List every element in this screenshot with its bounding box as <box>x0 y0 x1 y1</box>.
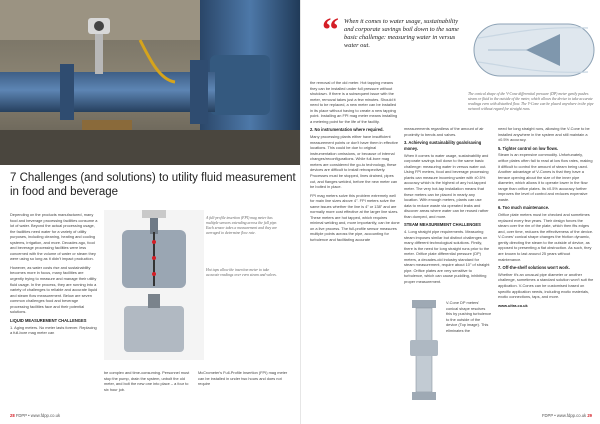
hot-tap-caption: Hot taps allow the insertion meter to take accurate readings over even steam and valves. <box>206 268 277 278</box>
right-column-2 <box>404 126 490 294</box>
aging-meters-paragraph: 1. Aging meters. No meter lasts forever. Replacing a full-bore mag meter can <box>10 324 97 336</box>
footer-text-right: FDPP • www.fdpp.co.uk <box>541 413 587 418</box>
v-cone-paragraph: V-Cone DP meters' conical shape resolves this by pushing turbulence to the outside of the device (Top image). This eliminates the <box>446 300 492 333</box>
low-flow-paragraph: Steam is an expensive commodity. Unfortunately, orifice plates often fail to read at low flow rates, making it difficult to control the amount of steam being used. Another advantage of V-Cones is that they have a terrace opening about the size of the inner pipe diameter, which allows it to operate lower in the flow range than orifice plates. Its ±0.5% accuracy further improves the level of control and reduces expensive waste. <box>498 152 593 202</box>
left-column-1 <box>10 212 98 412</box>
quote-mark-icon: “ <box>322 12 339 49</box>
liquid-challenges-heading: LIQUID MEASUREMENT CHALLENGES <box>10 317 87 323</box>
measurements-paragraph: measurements regardless of the amount of air proximity to bends and valves. <box>404 126 484 137</box>
v-cone-meter-image <box>404 300 444 400</box>
article-title: 7 Challenges (and solutions) to utility fluid measurement in food and beverage <box>10 172 296 198</box>
left-column-3 <box>198 370 290 414</box>
straight-runs-paragraph: need for long straight runs, allowing the V-Cone to be installed anywhere in the system and still maintain a ±0.5% accuracy. <box>498 126 590 143</box>
low-flow-heading: 5. Tighter control on low flows. <box>498 145 559 151</box>
challenges-paragraph: However, as water costs rise and sustainability becomes more in focus, many facilities are urgently trying to measure and manage their utility fluid usage. In the process, they are running into a variety of challenges to reliable and accurate liquid and steam flow measurement. Below are seven common challenges food and beverage processing facilities face and their potential solutions. <box>10 264 98 315</box>
instrumentation-heading: 2. No instrumentation where required. <box>310 127 384 133</box>
maintenance-heading: 6. Too much maintenance. <box>498 205 550 211</box>
maintenance-paragraph: Orifice plate meters must be checked and sometimes replaced every few years. Their design forces the steam over the rim of the plate, which then fits edges and, over time, reduces the effectiveness of the device. V-Cones' conical shape changes the friction dynamic, gently directing the steam to the outside of device, as opposed to presenting a flat obstruction. As such, they are known to last around 25 years without maintenance. <box>498 212 594 262</box>
off-the-shelf-paragraph: Whether it's an unusual pipe diameter or another challenge, sometimes a standard solution won't suit the application. V-Cones can be customised based on specific application needs, including exotic materials, exotic connections, taps, and more. <box>498 271 594 300</box>
fpi-meter-illustration <box>104 210 204 360</box>
hot-tap-paragraph: the removal of the old meter. Hot tapping means they can be installed under full pressure without shutdown. If there is a subsequent issue with the meter, removal takes just a few minutes. Should it need to be replaced, a new meter can be installed in its place without having to create a new tapping point. Installing an FPI mag meter means installing a metering point for the life of the facility. <box>310 80 398 124</box>
sustainability-heading: 3. Achieving sustainability goals/saving money. <box>404 140 482 151</box>
left-footer <box>10 413 60 418</box>
straight-pipe-paragraph: 4. Long straight pipe requirements. Measuring steam imposes similar but distinct challenges on many different technological solutions. Firstly, there is the need for long straight runs prior to the meter. Orifice plate differential pressure (DP) meters, a decades-old industry standard for steam measurement, require about 10" of straight pipe. Orifice plates are very sensitive to turbulence, which can cause puddling, inhibiting proper measurement. <box>404 229 490 285</box>
page-number-right: 29 <box>587 413 592 418</box>
left-column-2 <box>104 370 192 414</box>
fpi-install-paragraph: McCrometer's Full-Profile Insertion (FPI) mag meter can be installed in under two hours and does not require <box>198 370 288 387</box>
flow-meter-installation-photo <box>0 0 300 165</box>
right-column-2b <box>446 300 492 410</box>
v-cone-caption: The conical shape of the V-Cone differential pressure (DP) meter gently pushes steam or fluid to the outside of the meter, which allows the device to take accurate readings even with disturbed flow. The V-Cone can be placed anywhere in the pipe network without regard for straight runs. <box>468 92 594 112</box>
sustainability-paragraph: When it comes to water usage, sustainability and corporate savings boil down to the same basic challenge: measuring water in versus water out. Using FPI meters, food and beverage processing plants can measure incoming water with ±0.5% accuracy which is the highest of any hot-tapped meter. The very hot-tap installation means that these meters can be placed in nearly any location. With enough meters, plants can use data to reduce waste via operated leaks and discover areas where water can be reused rather than dumped, and more. <box>404 152 489 219</box>
intro-paragraph: Depending on the products manufactured, many food and beverage processing facilities consume a lot of water. Beyond the actual processing usage, the facilities need water for a variety of utility purposes, including cleaning, heating and cooling systems, irrigation, and more. Decades ago, food and beverage processing facilities were less concerned with the volume of water or steam they were using so long as it didn't impact production. <box>10 212 98 262</box>
right-footer <box>542 413 592 418</box>
website-link[interactable]: www.ultra.co.uk <box>498 302 528 308</box>
steam-challenges-heading: STEAM MEASUREMENT CHALLENGES <box>404 222 481 228</box>
off-the-shelf-heading: 7. Off-the-shelf solutions won't work. <box>498 265 570 271</box>
installation-paragraph: be complex and time-consuming. Personnel must stop the pump, drain the system, unbolt the old meter, and bolt the new one into place – a four to six hour job. <box>104 370 190 392</box>
pull-quote: When it comes to water usage, sustainability and corporate savings boil down to the same basic challenge: measuring water in versus water out. <box>344 18 459 49</box>
fpi-solution-paragraph: FPI mag meters solve this problem extremely well for main line sizes above 4". FPI meters solve the same issues whether the line is 4" or 138" and are normally more cost effective at the larger line sizes. These meters are hot tapped, which requires minimal welding and, more importantly, can be done on a live process. The full-profile sensor measures multiple points across the pipe, accounting for turbulence and facilitating accurate <box>310 192 400 243</box>
footer-text: FDPP • www.fdpp.co.uk <box>15 413 61 418</box>
instrumentation-paragraph: Many processing plants either have insufficient measurement points or don't have them in effective locations. This could be due to original instrumentation omissions, or because of internal changes/reconfigurations. While full-bore mag meters are considered the go-to technology, these devices are difficult to install retrospectively. Processes must be stopped, lines drained, pipes cut, and flanges welded, before the new meter can be bolted in place. <box>310 134 399 190</box>
right-column-3 <box>498 126 594 410</box>
page-number: 28 <box>10 413 15 418</box>
fpi-caption: A full-profile insertion (FPI) mag meter has multiple sensors extending across the full pipe. Each sensor takes a measurement and they are averaged to determine flow rate. <box>206 216 278 236</box>
right-column-1 <box>310 80 400 410</box>
